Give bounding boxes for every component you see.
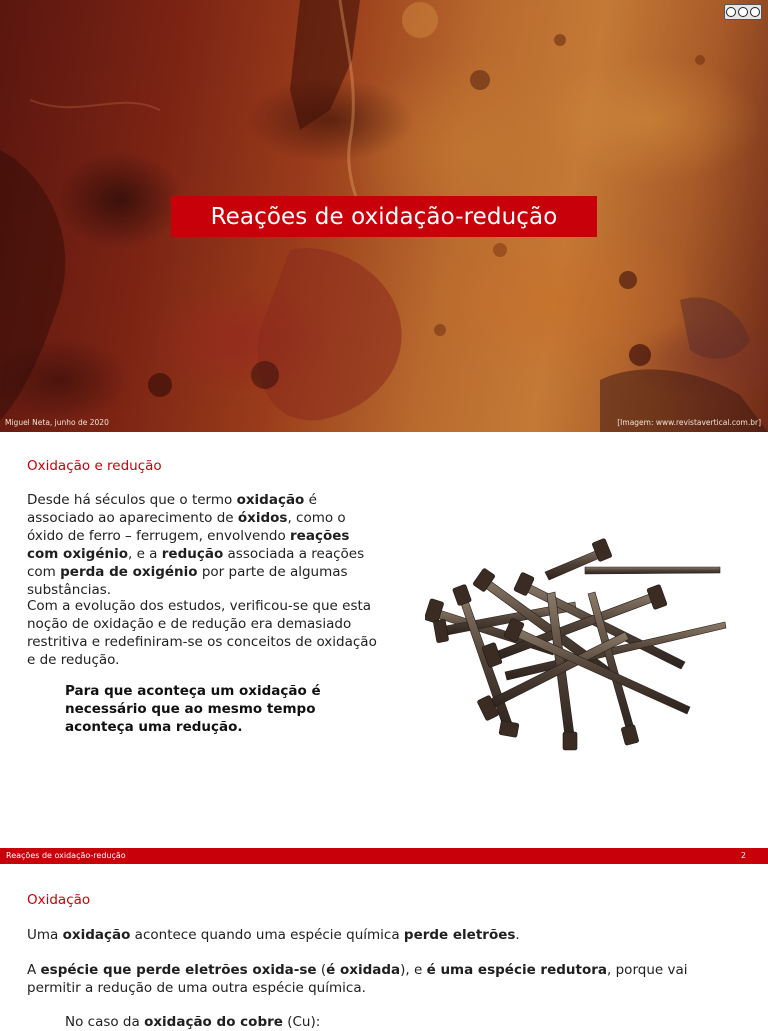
section-title: Oxidação e redução (27, 458, 162, 474)
reducing-species-paragraph (27, 961, 727, 997)
emphasis-text: perde eletrões (403, 927, 516, 943)
emphasis-text: oxidação do cobre (144, 1014, 283, 1030)
emphasis-text: oxidação (62, 927, 131, 943)
body-text: , porque vai permitir a redução de uma outra espécie química. (27, 962, 688, 996)
body-text: ), e (400, 962, 427, 978)
body-text: é associado ao aparecimento de (27, 492, 317, 526)
emphasis-text: óxidos (237, 510, 288, 526)
body-text: A (27, 962, 41, 978)
evolution-paragraph: Com a evolução dos estudos, verificou-se que esta noção de oxidação e de redução era demasiado restritiva e redefiniram-se os conceitos de oxidação e de redução. (27, 598, 377, 668)
copper-example-intro (65, 1013, 745, 1031)
slide-footer (0, 848, 768, 864)
definition-paragraph (27, 926, 747, 944)
page-number: 2 (740, 851, 746, 860)
body-text: acontece quando uma espécie química (130, 927, 404, 943)
emphasis-text: perda de oxigénio (60, 564, 198, 580)
key-statement: Para que aconteça um oxidação é necessário que ao mesmo tempo aconteça uma redução. (65, 683, 321, 735)
rusty-nails-image (425, 532, 730, 767)
slide-oxidacao (0, 864, 768, 1030)
footer-title: Reações de oxidação-redução (6, 851, 126, 860)
slide-oxidacao-reducao (0, 432, 768, 848)
body-text: Desde há séculos que o termo (27, 492, 237, 508)
intro-paragraph (27, 491, 377, 599)
body-text: ( (316, 962, 327, 978)
cover-slide (0, 0, 768, 432)
cover-author: Miguel Neta, junho de 2020 (5, 418, 109, 427)
emphasis-text: oxidação (236, 492, 305, 508)
cover-title-box (171, 196, 597, 237)
section-title-2: Oxidação (27, 892, 91, 908)
body-text: , como o óxido de ferro – ferrugem, envolvendo (27, 510, 346, 544)
emphasis-text: reações com oxigénio (27, 528, 350, 562)
body-text: , e a (128, 546, 162, 562)
emphasis-text: é uma espécie redutora (426, 962, 608, 978)
cover-title: Reações de oxidação-redução (210, 203, 558, 230)
emphasis-text: redução (161, 546, 224, 562)
body-text: . (515, 927, 520, 943)
emphasis-text: é oxidada (326, 962, 401, 978)
image-credit: [Imagem: www.revistavertical.com.br] (617, 418, 761, 427)
license-badge-icon (724, 4, 762, 20)
body-text: No caso da (65, 1014, 145, 1030)
body-text: associada a reações com (27, 546, 365, 580)
body-text: (Cu): (282, 1014, 321, 1030)
body-text: por parte de algumas substâncias. (27, 564, 348, 598)
emphasis-text: espécie que perde eletrões oxida-se (40, 962, 317, 978)
body-text: Uma (27, 927, 63, 943)
